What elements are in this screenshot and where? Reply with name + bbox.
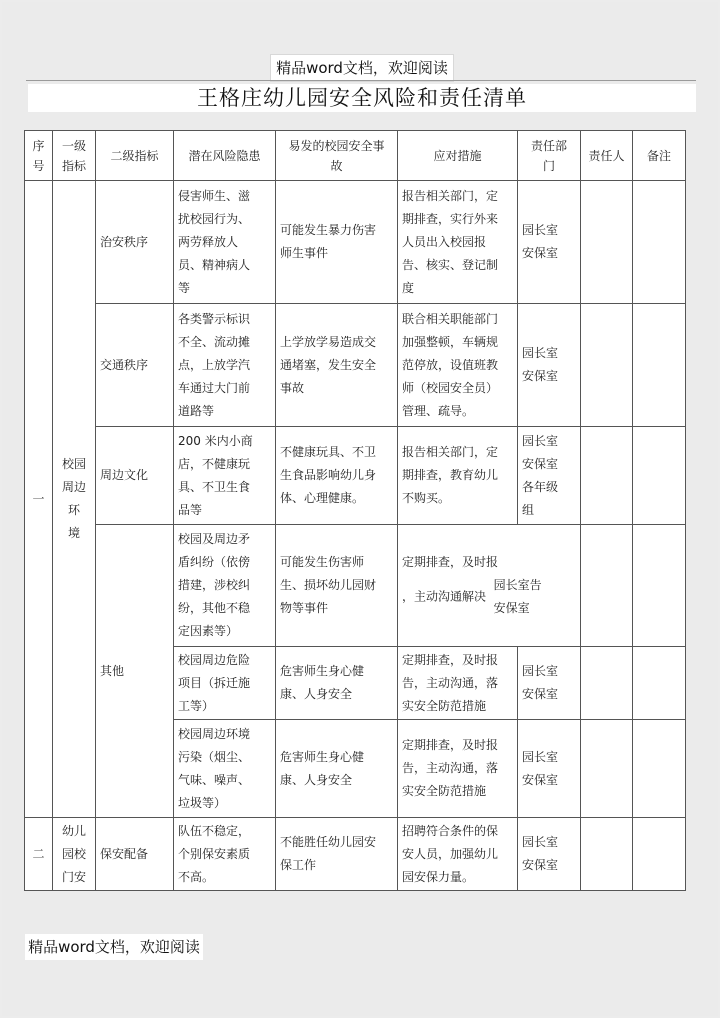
person-cell bbox=[581, 525, 633, 647]
level2-cell: 治安秩序 bbox=[96, 181, 174, 304]
table-header-row bbox=[25, 131, 686, 181]
table-row bbox=[25, 304, 686, 427]
accident-cell: 危害师生身心健 康、人身安全 bbox=[276, 720, 398, 818]
risk-cell: 200 米内小商 店，不健康玩 具、不卫生食 品等 bbox=[174, 427, 276, 525]
dept-cell: 园长室 安保室 bbox=[518, 818, 581, 891]
remark-cell bbox=[633, 181, 686, 304]
section-number: 二 bbox=[25, 818, 53, 891]
section-number: 一 bbox=[25, 181, 53, 818]
person-cell bbox=[581, 647, 633, 720]
risk-table bbox=[24, 130, 686, 891]
accident-cell: 可能发生伤害师 生、损坏幼儿园财 物等事件 bbox=[276, 525, 398, 647]
measure-dept-cell bbox=[398, 525, 581, 647]
col-header-remark: 备注 bbox=[633, 131, 686, 181]
dept-cell: 园长室 安保室 bbox=[518, 181, 581, 304]
measure-cell: 联合相关职能部门 加强整顿，车辆规 范停放，设值班教 师（校园安全员） 管理、疏导。 bbox=[398, 304, 518, 427]
measure-cell: 报告相关部门，定 期排查，教育幼儿 不购买。 bbox=[398, 427, 518, 525]
col-header-risk: 潜在风险隐患 bbox=[174, 131, 276, 181]
remark-cell bbox=[633, 818, 686, 891]
person-cell bbox=[581, 427, 633, 525]
document-title: 王格庄幼儿园安全风险和责任清单 bbox=[28, 84, 696, 112]
risk-cell: 校园及周边矛 盾纠纷（依傍 措建，涉校纠 纷，其他不稳 定因素等） bbox=[174, 525, 276, 647]
footer-banner: 精品word文档，欢迎阅读 bbox=[25, 934, 203, 960]
level2-cell: 保安配备 bbox=[96, 818, 174, 891]
section-level1: 校园 周边 环 境 bbox=[53, 181, 96, 818]
accident-cell: 上学放学易造成交 通堵塞，发生安全 事故 bbox=[276, 304, 398, 427]
person-cell bbox=[581, 181, 633, 304]
measure-cell: 报告相关部门，定 期排查，实行外来 人员出入校园报 告、核实、登记制 度 bbox=[398, 181, 518, 304]
col-header-measure: 应对措施 bbox=[398, 131, 518, 181]
risk-cell: 校园周边危险 项目（拆迁施 工等） bbox=[174, 647, 276, 720]
measure-cell: 定期排查，及时报 告，主动沟通，落 实安全防范措施 bbox=[398, 720, 518, 818]
risk-cell: 侵害师生、滋 扰校园行为、 两劳释放人 员、精神病人 等 bbox=[174, 181, 276, 304]
person-cell bbox=[581, 304, 633, 427]
level2-cell: 周边文化 bbox=[96, 427, 174, 525]
level2-cell: 交通秩序 bbox=[96, 304, 174, 427]
remark-cell bbox=[633, 304, 686, 427]
col-header-level2: 二级指标 bbox=[96, 131, 174, 181]
risk-cell: 校园周边环境 污染（烟尘、 气味、噪声、 垃圾等） bbox=[174, 720, 276, 818]
remark-cell bbox=[633, 525, 686, 647]
section-level1: 幼儿 园校 门安 bbox=[53, 818, 96, 891]
col-header-level1: 一级 指标 bbox=[53, 131, 96, 181]
col-header-dept: 责任部 门 bbox=[518, 131, 581, 181]
accident-cell: 可能发生暴力伤害 师生事件 bbox=[276, 181, 398, 304]
header-banner: 精品word文档，欢迎阅读 bbox=[270, 54, 454, 82]
accident-cell: 不健康玩具、不卫 生食品影响幼儿身 体、心理健康。 bbox=[276, 427, 398, 525]
header-rule bbox=[26, 80, 696, 81]
measure-cell: 定期排查，及时报 告，主动沟通，落 实安全防范措施 bbox=[398, 647, 518, 720]
remark-cell bbox=[633, 647, 686, 720]
measure-text: 定期排查，及时报 ，主动沟通解决 bbox=[402, 555, 499, 604]
remark-cell bbox=[633, 720, 686, 818]
dept-cell: 园长室 安保室 bbox=[518, 647, 581, 720]
risk-cell: 队伍不稳定， 个别保安素质 不高。 bbox=[174, 818, 276, 891]
table-row bbox=[25, 427, 686, 525]
person-cell bbox=[581, 818, 633, 891]
table-row bbox=[25, 181, 686, 304]
person-cell bbox=[581, 720, 633, 818]
dept-cell: 园长室 安保室 各年级 组 bbox=[518, 427, 581, 525]
dept-cell: 园长室 安保室 bbox=[518, 304, 581, 427]
col-header-person: 责任人 bbox=[581, 131, 633, 181]
dept-cell: 园长室 安保室 bbox=[518, 720, 581, 818]
col-header-accident: 易发的校园安全事 故 bbox=[276, 131, 398, 181]
risk-cell: 各类警示标识 不全、流动摊 点，上放学汽 车通过大门前 道路等 bbox=[174, 304, 276, 427]
accident-cell: 危害师生身心健 康、人身安全 bbox=[276, 647, 398, 720]
dept-text: 园长室告 安保室 bbox=[493, 578, 542, 615]
table-row bbox=[25, 818, 686, 891]
remark-cell bbox=[633, 427, 686, 525]
table-row bbox=[25, 525, 686, 647]
measure-cell: 招聘符合条件的保 安人员，加强幼儿 园安保力量。 bbox=[398, 818, 518, 891]
level2-cell: 其他 bbox=[96, 525, 174, 818]
col-header-number: 序 号 bbox=[25, 131, 53, 181]
accident-cell: 不能胜任幼儿园安 保工作 bbox=[276, 818, 398, 891]
